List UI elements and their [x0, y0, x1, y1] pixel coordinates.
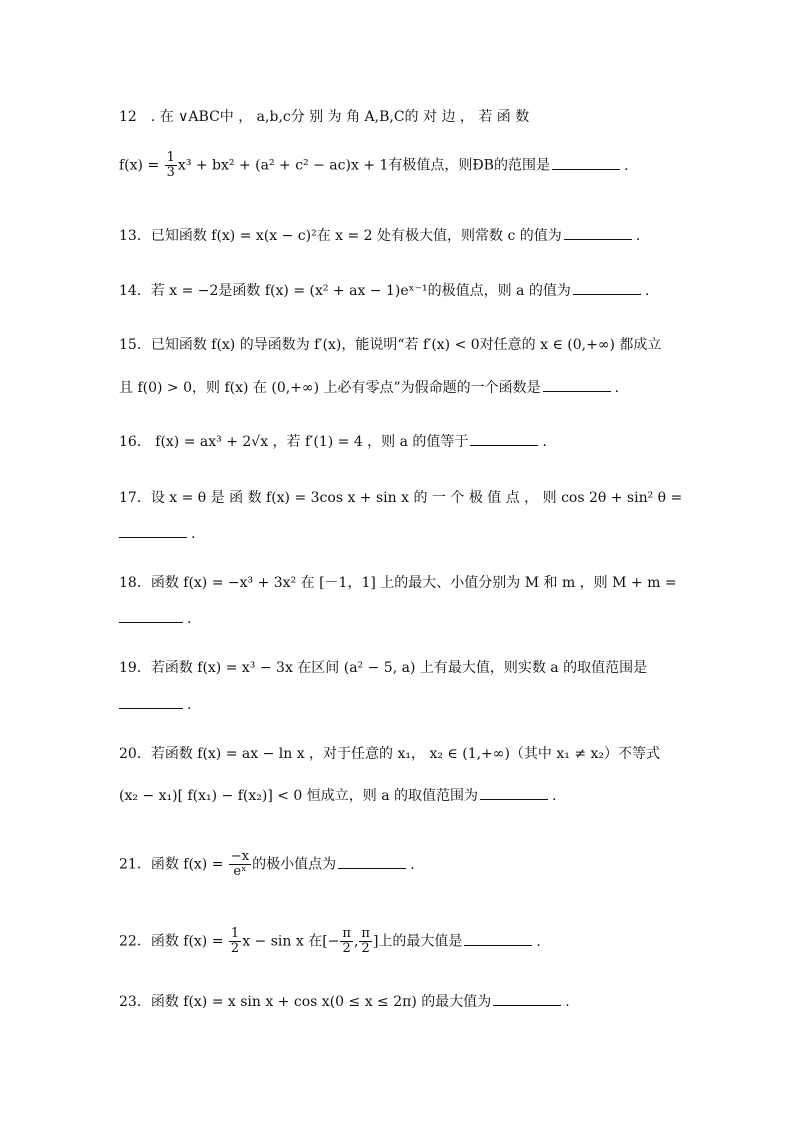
problem-14: 14．若 x = −2是函数 f(x) = (x² + ax − 1)eˣ⁻¹的极值点，则 a 的值为 . — [119, 283, 650, 299]
problem-22-text-start: 22．函数 f(x) = — [119, 933, 228, 950]
fraction-one-half: $\frac{1}{2}$ — [230, 926, 240, 956]
fraction-pi-over-2-left: $\frac{\pi}{2}$ — [342, 926, 351, 956]
problem-19-text: 19．若函数 f(x) = x³ − 3x 在区间 (a² − 5, a) 上有最大值，则实数 a 的取值范围是 — [119, 660, 648, 676]
problem-17-line2: . — [119, 524, 676, 544]
answer-blank-17[interactable] — [119, 536, 187, 538]
problem-17-line1 — [119, 488, 683, 508]
answer-blank-15[interactable] — [543, 390, 611, 392]
problem-12-expr-rest: x³ + bx² + (a² + c² − ac)x + 1有极值点，则ÐB的范围是 — [177, 157, 550, 174]
answer-blank-19[interactable] — [119, 707, 183, 709]
answer-blank-21[interactable] — [338, 867, 406, 869]
problem-18-line2: . — [119, 609, 676, 629]
fraction-pi-over-2-right: $\frac{\pi}{2}$ — [361, 926, 370, 956]
problem-13: 13．已知函数 f(x) = x(x − c)²在 x = 2 处有极大值，则常数 c 的值为 . — [119, 228, 641, 244]
problem-16-text: 16． f(x) = ax³ + 2√x ，若 f′(1) = 4 ，则 a 的值等于 — [119, 434, 469, 450]
problem-21-text-end: 的极小值点为 — [252, 856, 337, 873]
problem-16: 16． f(x) = ax³ + 2√x ，若 f′(1) = 4 ，则 a 的值等于 . — [119, 434, 547, 450]
problem-22-text-end: ]上的最大值是 — [372, 933, 463, 950]
fraction-neg-x-over-ex: $\frac{-x}{\text{eˣ}}$ — [230, 849, 250, 879]
problem-15-line2: 且 f(0) > 0，则 f(x) 在 (0,+∞) 上必有零点”为假命题的一个函数是 . — [119, 380, 620, 396]
problem-23: 23．函数 f(x) = x sin x + cos x(0 ≤ x ≤ 2π) 的最大值为 . — [119, 994, 570, 1010]
answer-blank-22[interactable] — [464, 944, 532, 946]
problem-12-expr-start: f(x) = — [119, 157, 164, 174]
problem-21: 21．函数 f(x) = $\frac{-x}{\text{eˣ}}$ 的极小值点为 . — [119, 849, 415, 879]
problem-22: 22．函数 f(x) = $\frac{1}{2}$ x − sin x 在[− $\frac{\pi}{2}$ , $\frac{\pi}{2}$ ]上的最大值是 . — [119, 926, 541, 956]
problem-19-line1 — [119, 658, 676, 678]
answer-blank-14[interactable] — [573, 293, 641, 295]
problem-18-line1 — [119, 573, 676, 593]
answer-blank-16[interactable] — [470, 444, 538, 446]
problem-21-text-start: 21．函数 f(x) = — [119, 856, 228, 873]
problem-20-line1 — [119, 744, 676, 764]
problem-12-line2: f(x) = $\frac{1}{3}$ x³ + bx² + (a² + c² − ac)x + 1有极值点，则ÐB的范围是 . — [119, 150, 629, 180]
problem-20-text-2: (x₂ − x₁)[ f(x₁) − f(x₂)] < 0 恒成立，则 a 的取值范围为 — [119, 788, 479, 804]
problem-15-text-1: 15．已知函数 f(x) 的导函数为 f′(x)，能说明“若 f′(x) < 0对任意的 x ∈ (0,+∞) 都成立 — [119, 337, 662, 353]
problem-14-text: 14．若 x = −2是函数 f(x) = (x² + ax − 1)eˣ⁻¹的极值点，则 a 的值为 — [119, 283, 571, 299]
problem-20-text-1: 20．若函数 f(x) = ax − ln x ，对于任意的 x₁， x₂ ∈ (1,+∞)（其中 x₁ ≠ x₂）不等式 — [119, 746, 661, 762]
problem-19-line2: . — [119, 695, 676, 715]
problem-22-text-mid: x − sin x 在[− — [242, 933, 340, 950]
answer-blank-20[interactable] — [480, 798, 548, 800]
answer-blank-12[interactable] — [552, 168, 620, 170]
problem-23-text: 23．函数 f(x) = x sin x + cos x(0 ≤ x ≤ 2π) 的最大值为 — [119, 994, 492, 1010]
answer-blank-13[interactable] — [564, 238, 632, 240]
fraction-one-third: $\frac{1}{3}$ — [166, 150, 175, 180]
problem-17-text: 17．设 x = θ 是 函 数 f(x) = 3cos x + sin x 的 一 个 极 值 点 ， 则 cos 2θ + sin² θ = — [119, 490, 683, 506]
problem-15-line1 — [119, 335, 676, 355]
problem-20-line2: (x₂ − x₁)[ f(x₁) − f(x₂)] < 0 恒成立，则 a 的取值范围为 . — [119, 788, 557, 804]
problem-12-text: 12 . 在 ∨ABC中 ， a,b,c分 别 为 角 A,B,C的 对 边 ， 若 函 数 — [119, 109, 530, 125]
problem-15-text-2: 且 f(0) > 0，则 f(x) 在 (0,+∞) 上必有零点”为假命题的一个函数是 — [119, 380, 541, 396]
problem-12-line1 — [119, 107, 676, 127]
problem-18-text: 18．函数 f(x) = −x³ + 3x² 在 [－1，1] 上的最大、小值分别为 M 和 m ，则 M + m = — [119, 575, 677, 591]
problem-13-text: 13．已知函数 f(x) = x(x − c)²在 x = 2 处有极大值，则常数 c 的值为 — [119, 228, 562, 244]
answer-blank-18[interactable] — [119, 621, 183, 623]
answer-blank-23[interactable] — [493, 1004, 561, 1006]
